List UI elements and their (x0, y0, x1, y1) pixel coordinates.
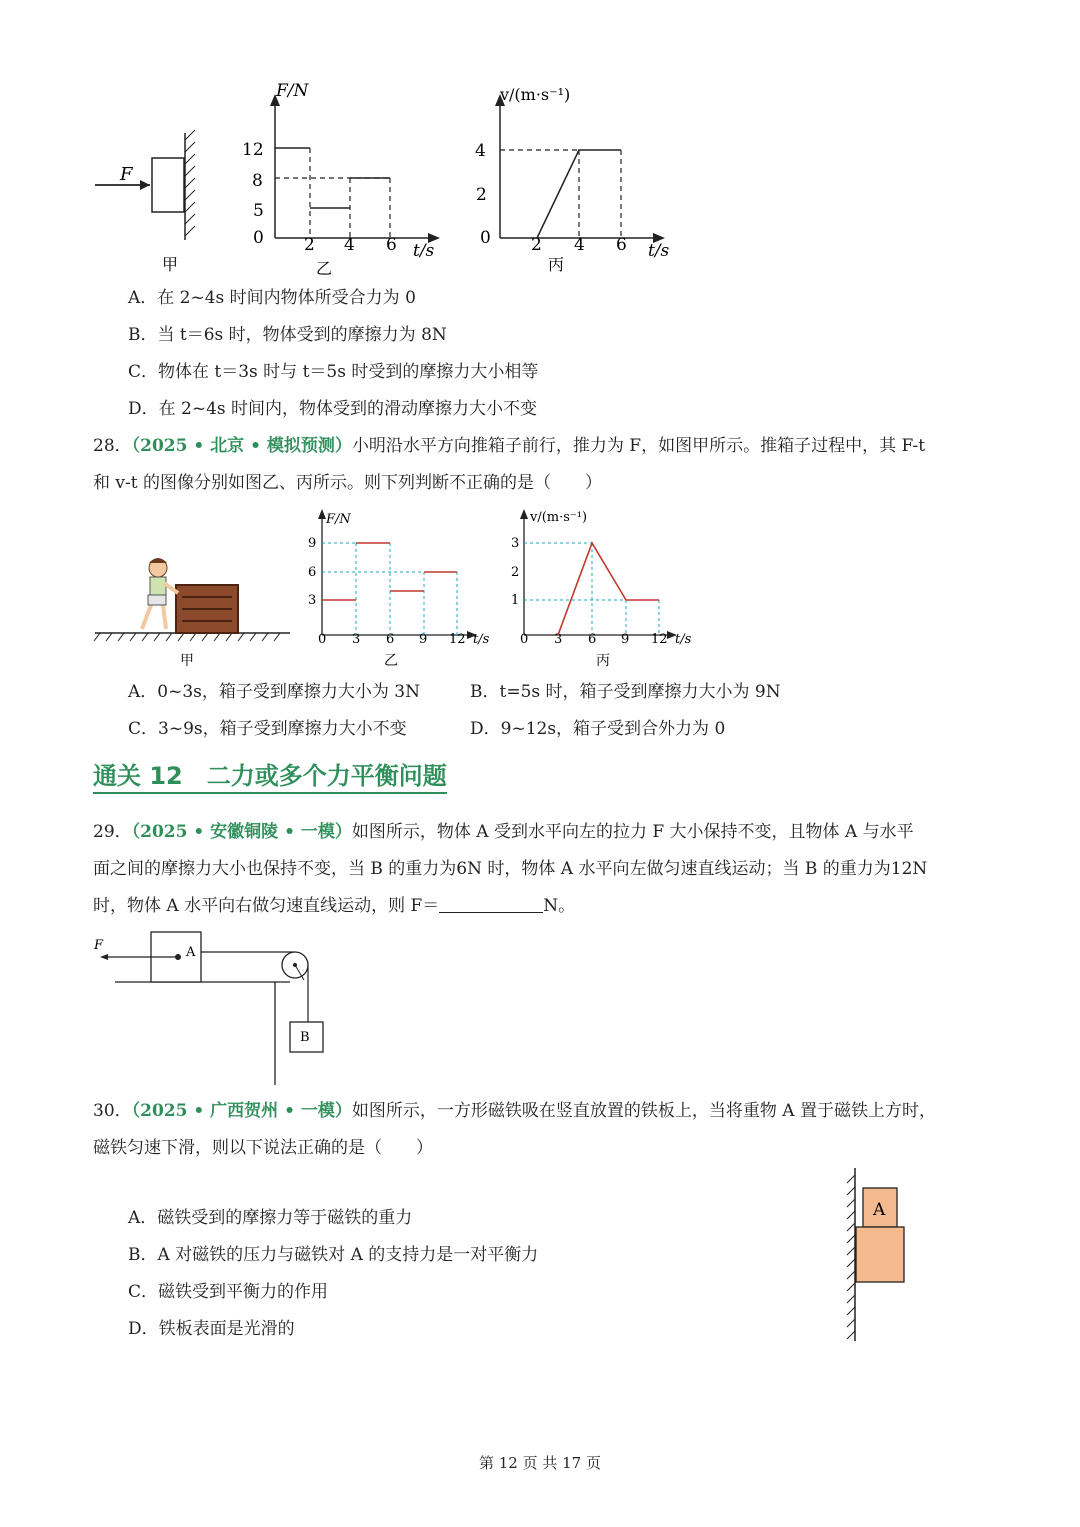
weight-a-label: A (873, 1200, 886, 1220)
q27-option-a: A．在 2~4s 时间内物体所受合力为 0 (128, 288, 416, 308)
q28-number: 28． (93, 436, 132, 456)
fig28-bing-chart (511, 509, 692, 669)
q30-source: （2025 • 广西贺州 • 一模） (131, 1101, 352, 1121)
figure-28 (90, 505, 710, 675)
caption-yi: 乙 (316, 259, 333, 278)
block-a-label: A (186, 945, 196, 960)
yi-xtick-2: 2 (304, 235, 315, 255)
yi28-xlabel: t/s (473, 632, 490, 647)
q30-number: 30． (93, 1101, 132, 1121)
boy-figure (142, 558, 178, 629)
fig27-yi-chart (242, 81, 440, 278)
fig27-jia (95, 130, 195, 274)
q28-option-b: B．t=5s 时，箱子受到摩擦力大小为 9N (470, 682, 781, 702)
figure-27 (90, 78, 690, 278)
bing-xtick-2: 2 (531, 235, 542, 255)
yi-xlabel: t/s (413, 241, 435, 261)
yi-ytick-5: 5 (253, 201, 264, 221)
q27-option-b: B．当 t＝6s 时，物体受到的摩擦力为 8N (128, 325, 447, 345)
bing28-ytick-1: 1 (511, 593, 520, 608)
caption-bing-28: 丙 (596, 653, 610, 669)
bing-ytick-4: 4 (475, 141, 486, 161)
page-footer: 第 12 页 共 17 页 (478, 1454, 601, 1472)
caption-jia-28: 甲 (180, 653, 194, 669)
bing28-ylabel: v/(m·s⁻¹) (530, 510, 588, 525)
bing28-xtick-9: 9 (621, 632, 630, 647)
q30-option-b: B．A 对磁铁的压力与磁铁对 A 的支持力是一对平衡力 (128, 1245, 539, 1265)
bing28-xlabel: t/s (675, 632, 692, 647)
bing28-ytick-2: 2 (511, 565, 520, 580)
fig27-bing-chart (475, 85, 670, 274)
q30-text1: 如图所示，一方形磁铁吸在竖直放置的铁板上，当将重物 A 置于磁铁上方时， (351, 1101, 936, 1121)
yi28-ylabel: F/N (326, 512, 351, 527)
q28-option-a: A．0~3s，箱子受到摩擦力大小为 3N (128, 682, 420, 702)
fig28-jia (94, 558, 290, 669)
bing28-xtick-12: 12 (651, 632, 668, 647)
q29-text1: 如图所示，物体 A 受到水平向左的拉力 F 大小保持不变，且物体 A 与水平 (351, 822, 914, 842)
fig28-yi-chart (308, 509, 490, 669)
yi28-xtick-3: 3 (352, 632, 361, 647)
q28-stem-line2: 和 v-t 的图像分别如图乙、丙所示。则下列判断不正确的是（ ） (93, 473, 602, 493)
bing-ytick-0: 0 (480, 228, 491, 248)
yi28-xtick-0: 0 (318, 632, 327, 647)
caption-yi-28: 乙 (384, 653, 398, 669)
bing-xtick-6: 6 (616, 235, 627, 255)
figure-30 (838, 1165, 918, 1345)
bing28-xtick-3: 3 (554, 632, 563, 647)
bing28-xtick-6: 6 (588, 632, 597, 647)
bing-ylabel: v/(m·s⁻¹) (500, 85, 571, 104)
yi-ytick-0: 0 (253, 228, 264, 248)
q29-answer-blank[interactable] (439, 894, 543, 913)
block-b-label: B (300, 1030, 310, 1045)
yi28-xtick-6: 6 (386, 632, 395, 647)
bing-ytick-2: 2 (476, 185, 487, 205)
caption-jia: 甲 (162, 255, 179, 274)
bing28-velocity-line (558, 543, 659, 635)
yi28-ytick-9: 9 (308, 536, 317, 551)
q29-text3b: N。 (543, 896, 576, 916)
bing28-ytick-3: 3 (511, 536, 520, 551)
q29-stem-line3 (93, 894, 575, 918)
q29-text3a: 时，物体 A 水平向右做匀速直线运动，则 F＝ (93, 896, 440, 916)
q30-option-d: D．铁板表面是光滑的 (128, 1319, 295, 1339)
yi28-ytick-3: 3 (308, 593, 317, 608)
q28-text1: 小明沿水平方向推箱子前行，推力为 F，如图甲所示。推箱子过程中，其 F-t (351, 436, 926, 456)
q28-source: （2025 • 北京 • 模拟预测） (131, 436, 352, 456)
q29-source: （2025 • 安徽铜陵 • 一模） (131, 822, 352, 842)
bing-xtick-4: 4 (574, 235, 585, 255)
q29-stem-line2: 面之间的摩擦力大小也保持不变，当 B 的重力为6N 时，物体 A 水平向左做匀速直线运动；当 B 的重力为12N (93, 859, 928, 879)
q28-option-c: C．3~9s，箱子受到摩擦力大小不变 (128, 719, 407, 739)
force-label: F (120, 164, 133, 185)
q30-stem-line1 (93, 1099, 936, 1123)
bing-xlabel: t/s (648, 241, 670, 261)
yi-ytick-8: 8 (252, 171, 263, 191)
force-f-label: F (94, 938, 104, 953)
yi28-ytick-6: 6 (308, 565, 317, 580)
yi28-xtick-9: 9 (419, 632, 428, 647)
q29-stem-line1 (93, 820, 914, 844)
magnet-block (856, 1227, 904, 1282)
q30-option-a: A．磁铁受到的摩擦力等于磁铁的重力 (128, 1208, 413, 1228)
q28-stem-line1 (93, 434, 925, 458)
yi-ylabel: F/N (276, 81, 309, 101)
yi-ytick-12: 12 (242, 140, 264, 160)
q27-option-d: D．在 2~4s 时间内，物体受到的滑动摩擦力大小不变 (128, 399, 538, 419)
caption-bing: 丙 (548, 255, 565, 274)
q30-option-c: C．磁铁受到平衡力的作用 (128, 1282, 329, 1302)
q30-stem-line2: 磁铁匀速下滑，则以下说法正确的是（ ） (93, 1138, 433, 1158)
q27-option-c: C．物体在 t＝3s 时与 t＝5s 时受到的摩擦力大小相等 (128, 362, 539, 382)
yi-xtick-4: 4 (344, 235, 355, 255)
bing28-xtick-0: 0 (520, 632, 529, 647)
q29-number: 29． (93, 822, 132, 842)
figure-29 (90, 925, 350, 1090)
yi28-xtick-12: 12 (449, 632, 466, 647)
yi-xtick-6: 6 (386, 235, 397, 255)
section-title: 通关 12 二力或多个力平衡问题 (93, 760, 447, 794)
block (152, 158, 184, 212)
q28-option-d: D．9~12s，箱子受到合外力为 0 (470, 719, 726, 739)
